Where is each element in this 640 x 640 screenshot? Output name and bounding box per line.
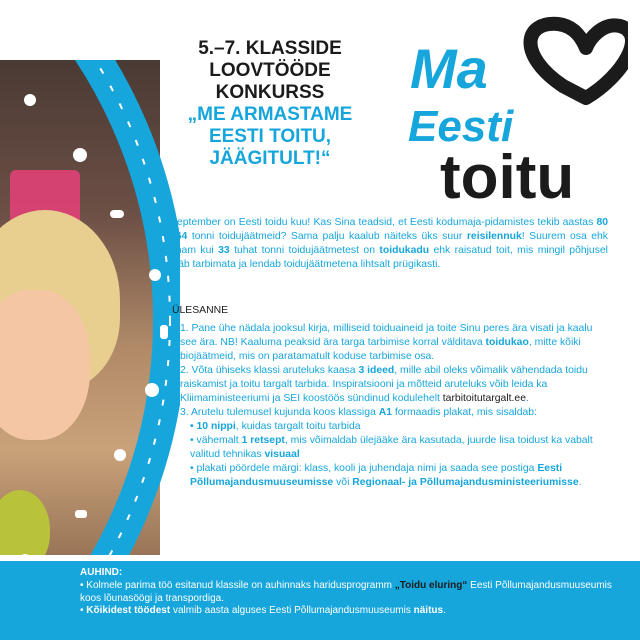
prize-text: • Kolmele parima töö esitanud klassile on auhinnaks haridusprogramm „Toidu eluring“ Eesti Põllumajandusmuuseumis koos lõunasöögi ja transpordiga. • Kõikidest töödest valmib aasta alguses Eesti Põllumajandusmuuseumis näitus.	[80, 580, 612, 616]
ma-eesti-toitu-logo	[398, 16, 628, 216]
cabbage-icon	[145, 383, 159, 397]
title-line: JÄÄGITULT!“	[209, 148, 331, 169]
onion-icon	[24, 94, 36, 106]
logo-word-eesti: Eesti	[408, 102, 514, 151]
tomato-icon	[73, 148, 87, 162]
task-heading: ÜLESANNE	[172, 305, 229, 316]
heart-icon	[531, 24, 629, 98]
apple-icon	[149, 269, 161, 281]
task-list	[172, 322, 608, 490]
contest-title	[150, 38, 390, 170]
poster-bullet: • plakati pöördele märgi: klass, kooli ja juhendaja nimi ja saada see postiga Eesti Põllumajandusmuuseumisse või Regionaal- ja Põllumajandusministeeriumisse.	[190, 463, 582, 488]
logo-word-toitu: toitu	[440, 143, 575, 212]
carrot-icon	[160, 325, 168, 339]
title-line: EESTI TOITU,	[208, 126, 332, 147]
prize-heading: AUHIND:	[80, 567, 123, 578]
title-line: „ME ARMASTAME	[187, 104, 353, 125]
bread-icon	[75, 510, 87, 518]
website-link[interactable]: tarbitoitutargalt.ee	[442, 393, 526, 404]
logo-word-ma: Ma	[410, 37, 488, 100]
potato-icon	[114, 449, 126, 461]
task-step-1: 1. Pane ühe nädala jooksul kirja, milliseid toiduaineid ja toite Sinu peres ära visati ja kaalu see ära. NB! Kaaluma peaksid ära targa tarbimise korral välditava toidukao, mitte kõiki biojäätmeid, mis on paratamatult koduse tarbimise osa.	[180, 323, 593, 362]
task-step-2: 2. Võta ühiseks klassi aruteluks kaasa 3 ideed, mille abil oleks võimalik vähendada toidu raiskamist ja toitu targalt tarbida. Inspiratsiooni ja mõtteid aruteluks võib leida ka Kliimaministeeriumi ja SEI koostöös sündinud kodulehelt tarbitoitutargalt.ee.	[180, 365, 588, 404]
fish-icon	[110, 210, 124, 218]
intro-paragraph: September on Eesti toidu kuu! Kas Sina teadsid, et Eesti kodumaja-pidamistes tekib aastas 80 564 tonni toidujäätmeid? Sama palju kaalub näiteks üks suur reisilennuk! Suurem osa ehk enam kui 33 tuhat tonni toidujäätmetest on toidukadu ehk raisatud toit, mis mingil põhjusel jääb tarbimata ja lendab toidujäätmetena lihtsalt prügikasti.	[170, 217, 609, 270]
title-line: 5.–7. KLASSIDE	[198, 38, 342, 59]
title-line: LOOVTÖÖDE	[209, 60, 331, 81]
task-step-3: 3. Arutelu tulemusel kujunda koos klassiga A1 formaadis plakat, mis sisaldab:	[180, 407, 537, 418]
poster-bullet: • 10 nippi, kuidas targalt toitu tarbida	[190, 421, 361, 432]
title-line: KONKURSS	[215, 82, 325, 103]
prize-footer	[0, 555, 640, 640]
poster-bullet: • vähemalt 1 retsept, mis võimaldab ülejääke ära kasutada, juurde lisa toidust ka vabalt valitud tehnikas visuaal	[190, 435, 593, 460]
